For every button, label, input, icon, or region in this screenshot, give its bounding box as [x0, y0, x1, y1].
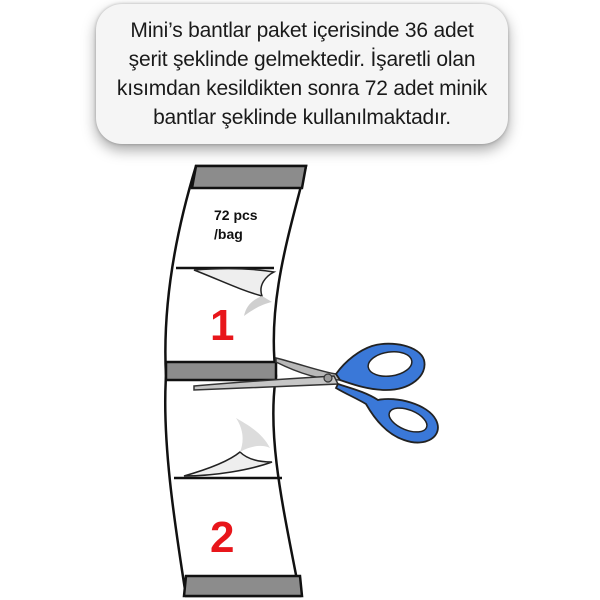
cut-line-gray-tab: [166, 362, 276, 380]
info-line-2: şerit şeklinde gelmektedir. İşaretli olan: [128, 48, 476, 71]
bottom-gray-tab: [184, 576, 302, 596]
scissors-handle-lower: [336, 384, 438, 443]
pack-count-label: [214, 206, 258, 244]
info-line-3: kısımdan kesildikten sonra 72 adet minik: [116, 77, 488, 100]
segment-number-1: 1: [210, 301, 235, 350]
scissors-pivot: [324, 374, 332, 382]
segment-number-2: 2: [210, 513, 235, 562]
info-line-1: Mini’s bantlar paket içerisinde 36 adet: [130, 19, 474, 42]
info-line-4: bantlar şeklinde kullanılmaktadır.: [153, 106, 451, 129]
top-gray-tab: [192, 166, 306, 188]
pack-count-line-2: /bag: [214, 226, 243, 242]
pack-count-line-1: 72 pcs: [214, 207, 258, 223]
